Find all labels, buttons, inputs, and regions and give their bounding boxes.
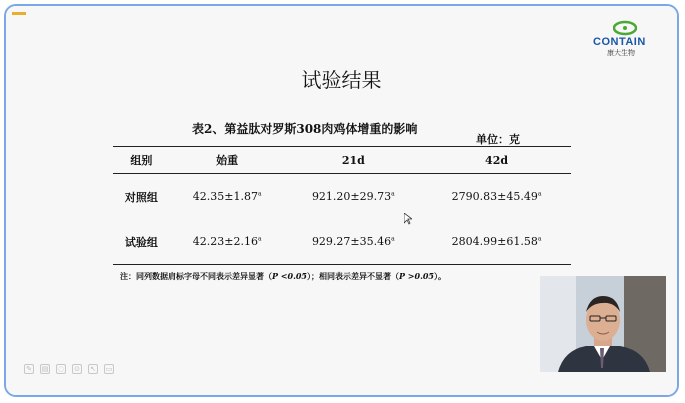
logo-wordmark: CONTAIN xyxy=(593,36,646,48)
table-cell: 2804.99±61.58$^a$ xyxy=(451,235,542,248)
results-table xyxy=(113,146,571,265)
presenter-video xyxy=(540,276,666,372)
eraser-icon[interactable]: ◌ xyxy=(57,365,65,373)
table-cell: 2790.83±45.49$^a$ xyxy=(451,190,542,203)
table-cell: 42.23±2.16$^a$ xyxy=(192,235,262,248)
company-logo xyxy=(593,20,647,56)
pen-icon[interactable]: ✎ xyxy=(24,364,34,374)
pointer-icon[interactable]: ↖ xyxy=(88,364,98,374)
webcam-overlay xyxy=(540,276,666,372)
header-42d: 42d xyxy=(422,147,571,174)
slide xyxy=(6,6,677,395)
row-group: 试验组 xyxy=(124,235,158,249)
slide-title: 试验结果 xyxy=(301,68,382,92)
table-row xyxy=(113,219,571,265)
screen-icon[interactable]: ▭ xyxy=(105,365,113,373)
presentation-window xyxy=(4,4,679,397)
table-cell: 921.20±29.73$^a$ xyxy=(311,190,395,203)
table-cell: 42.35±1.87$^a$ xyxy=(192,190,262,203)
table-caption: 表2、第益肽对罗斯308肉鸡体增重的影响 xyxy=(192,122,418,136)
zoom-icon[interactable]: ⊙ xyxy=(72,364,82,374)
header-initial-weight: 始重 xyxy=(170,147,285,174)
slide-toolbar xyxy=(24,364,114,374)
logo-subtitle: 康大生物 xyxy=(607,49,635,57)
table-row xyxy=(113,174,571,220)
header-group: 组别 xyxy=(113,147,170,174)
accent-bar xyxy=(12,12,26,15)
table-header-row xyxy=(113,147,571,174)
logo-swoosh-icon xyxy=(613,20,637,36)
unit-label: 单位：克 xyxy=(476,133,520,146)
row-group: 对照组 xyxy=(124,190,158,204)
table-cell: 929.27±35.46$^a$ xyxy=(311,235,395,248)
mouse-cursor-icon xyxy=(404,213,412,225)
highlighter-icon[interactable]: ▤ xyxy=(41,365,49,373)
table-footnote: 注：同列数据肩标字母不同表示差异显著（P <0.05）；相同表示差异不显著（P >0.05）。 xyxy=(120,271,446,281)
header-21d: 21d xyxy=(285,147,423,174)
